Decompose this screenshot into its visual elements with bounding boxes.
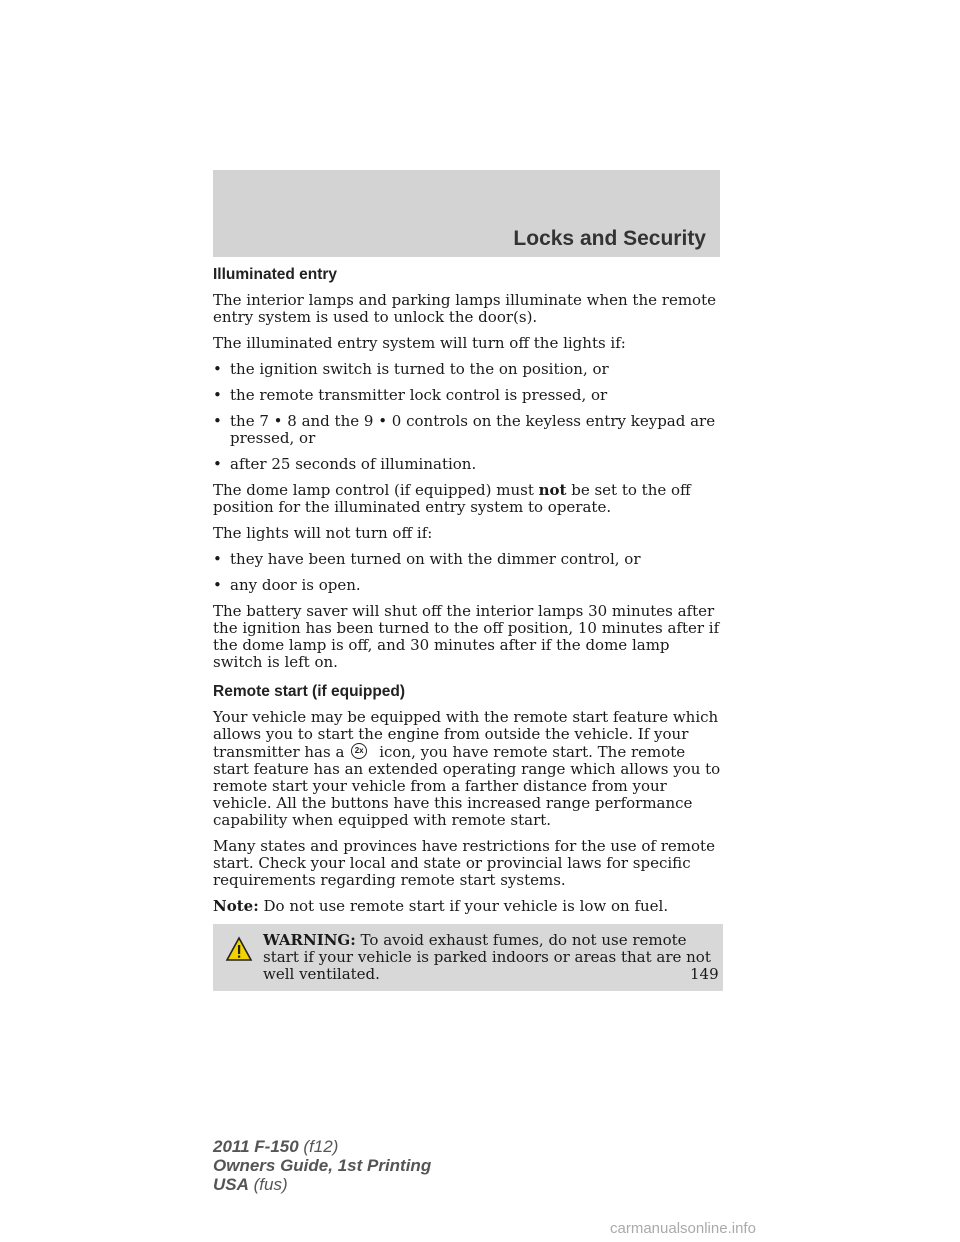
list-item: • any door is open. (213, 576, 361, 594)
bullet-icon: • (213, 576, 222, 594)
remote-start-2x-icon: 2x (351, 743, 367, 759)
bullet-icon: • (213, 550, 222, 568)
list-item: • the ignition switch is turned to the on position, or (213, 360, 609, 378)
list-item: • they have been turned on with the dimmer control, or (213, 550, 641, 568)
paragraph: Many states and provinces have restrictions for the use of remote start. Check your local and state or provincial laws for specific requirements regarding remote start systems. (213, 837, 715, 889)
page-content (213, 266, 723, 991)
paragraph: Your vehicle may be equipped with the remote start feature which allows you to start the engine from outside the vehicle. If your transmitter has a 2x icon, you have remote start. The remote start feature has an extended operating range which allows you to remote start your vehicle from a farther distance from your vehicle. All the buttons have this increased range performance capability when equipped with remote start. (213, 708, 721, 829)
paragraph: The dome lamp control (if equipped) must not be set to the off position for the illuminated entry system to operate. (213, 481, 691, 516)
paragraph: The interior lamps and parking lamps illuminate when the remote entry system is used to unlock the door(s). (213, 291, 716, 326)
paragraph: The illuminated entry system will turn off the lights if: (213, 334, 626, 352)
bullet-icon: • (213, 412, 222, 430)
heading-illuminated-entry: Illuminated entry (213, 266, 338, 283)
section-title: Locks and Security (513, 227, 706, 250)
paragraph: The lights will not turn off if: (213, 524, 433, 542)
page-number: 149 (690, 965, 719, 983)
bullet-icon: • (213, 386, 222, 404)
heading-remote-start: Remote start (if equipped) (213, 683, 406, 700)
bullet-icon: • (213, 360, 222, 378)
section-header-band (213, 170, 720, 257)
list-item: • the remote transmitter lock control is pressed, or (213, 386, 608, 404)
bullet-icon: • (213, 455, 222, 473)
footer: 2011 F-150 (f12) Owners Guide, 1st Printing USA (fus) (213, 1137, 432, 1194)
warning-triangle-icon (225, 936, 253, 962)
warning-text: WARNING: To avoid exhaust fumes, do not use remote start if your vehicle is parked indoors or areas that are not well ventilated. (263, 931, 711, 983)
list-item: • after 25 seconds of illumination. (213, 455, 477, 473)
paragraph: The battery saver will shut off the interior lamps 30 minutes after the ignition has been turned to the off position, 10 minutes after if the dome lamp is off, and 30 minutes after if the dome lamp switch is left on. (213, 602, 720, 671)
watermark: carmanualsonline.info (610, 1220, 756, 1237)
warning-box (213, 924, 723, 991)
list-item: • the 7 • 8 and the 9 • 0 controls on the keyless entry keypad are pressed, or (213, 412, 716, 447)
note: Note: Do not use remote start if your vehicle is low on fuel. (213, 897, 669, 915)
